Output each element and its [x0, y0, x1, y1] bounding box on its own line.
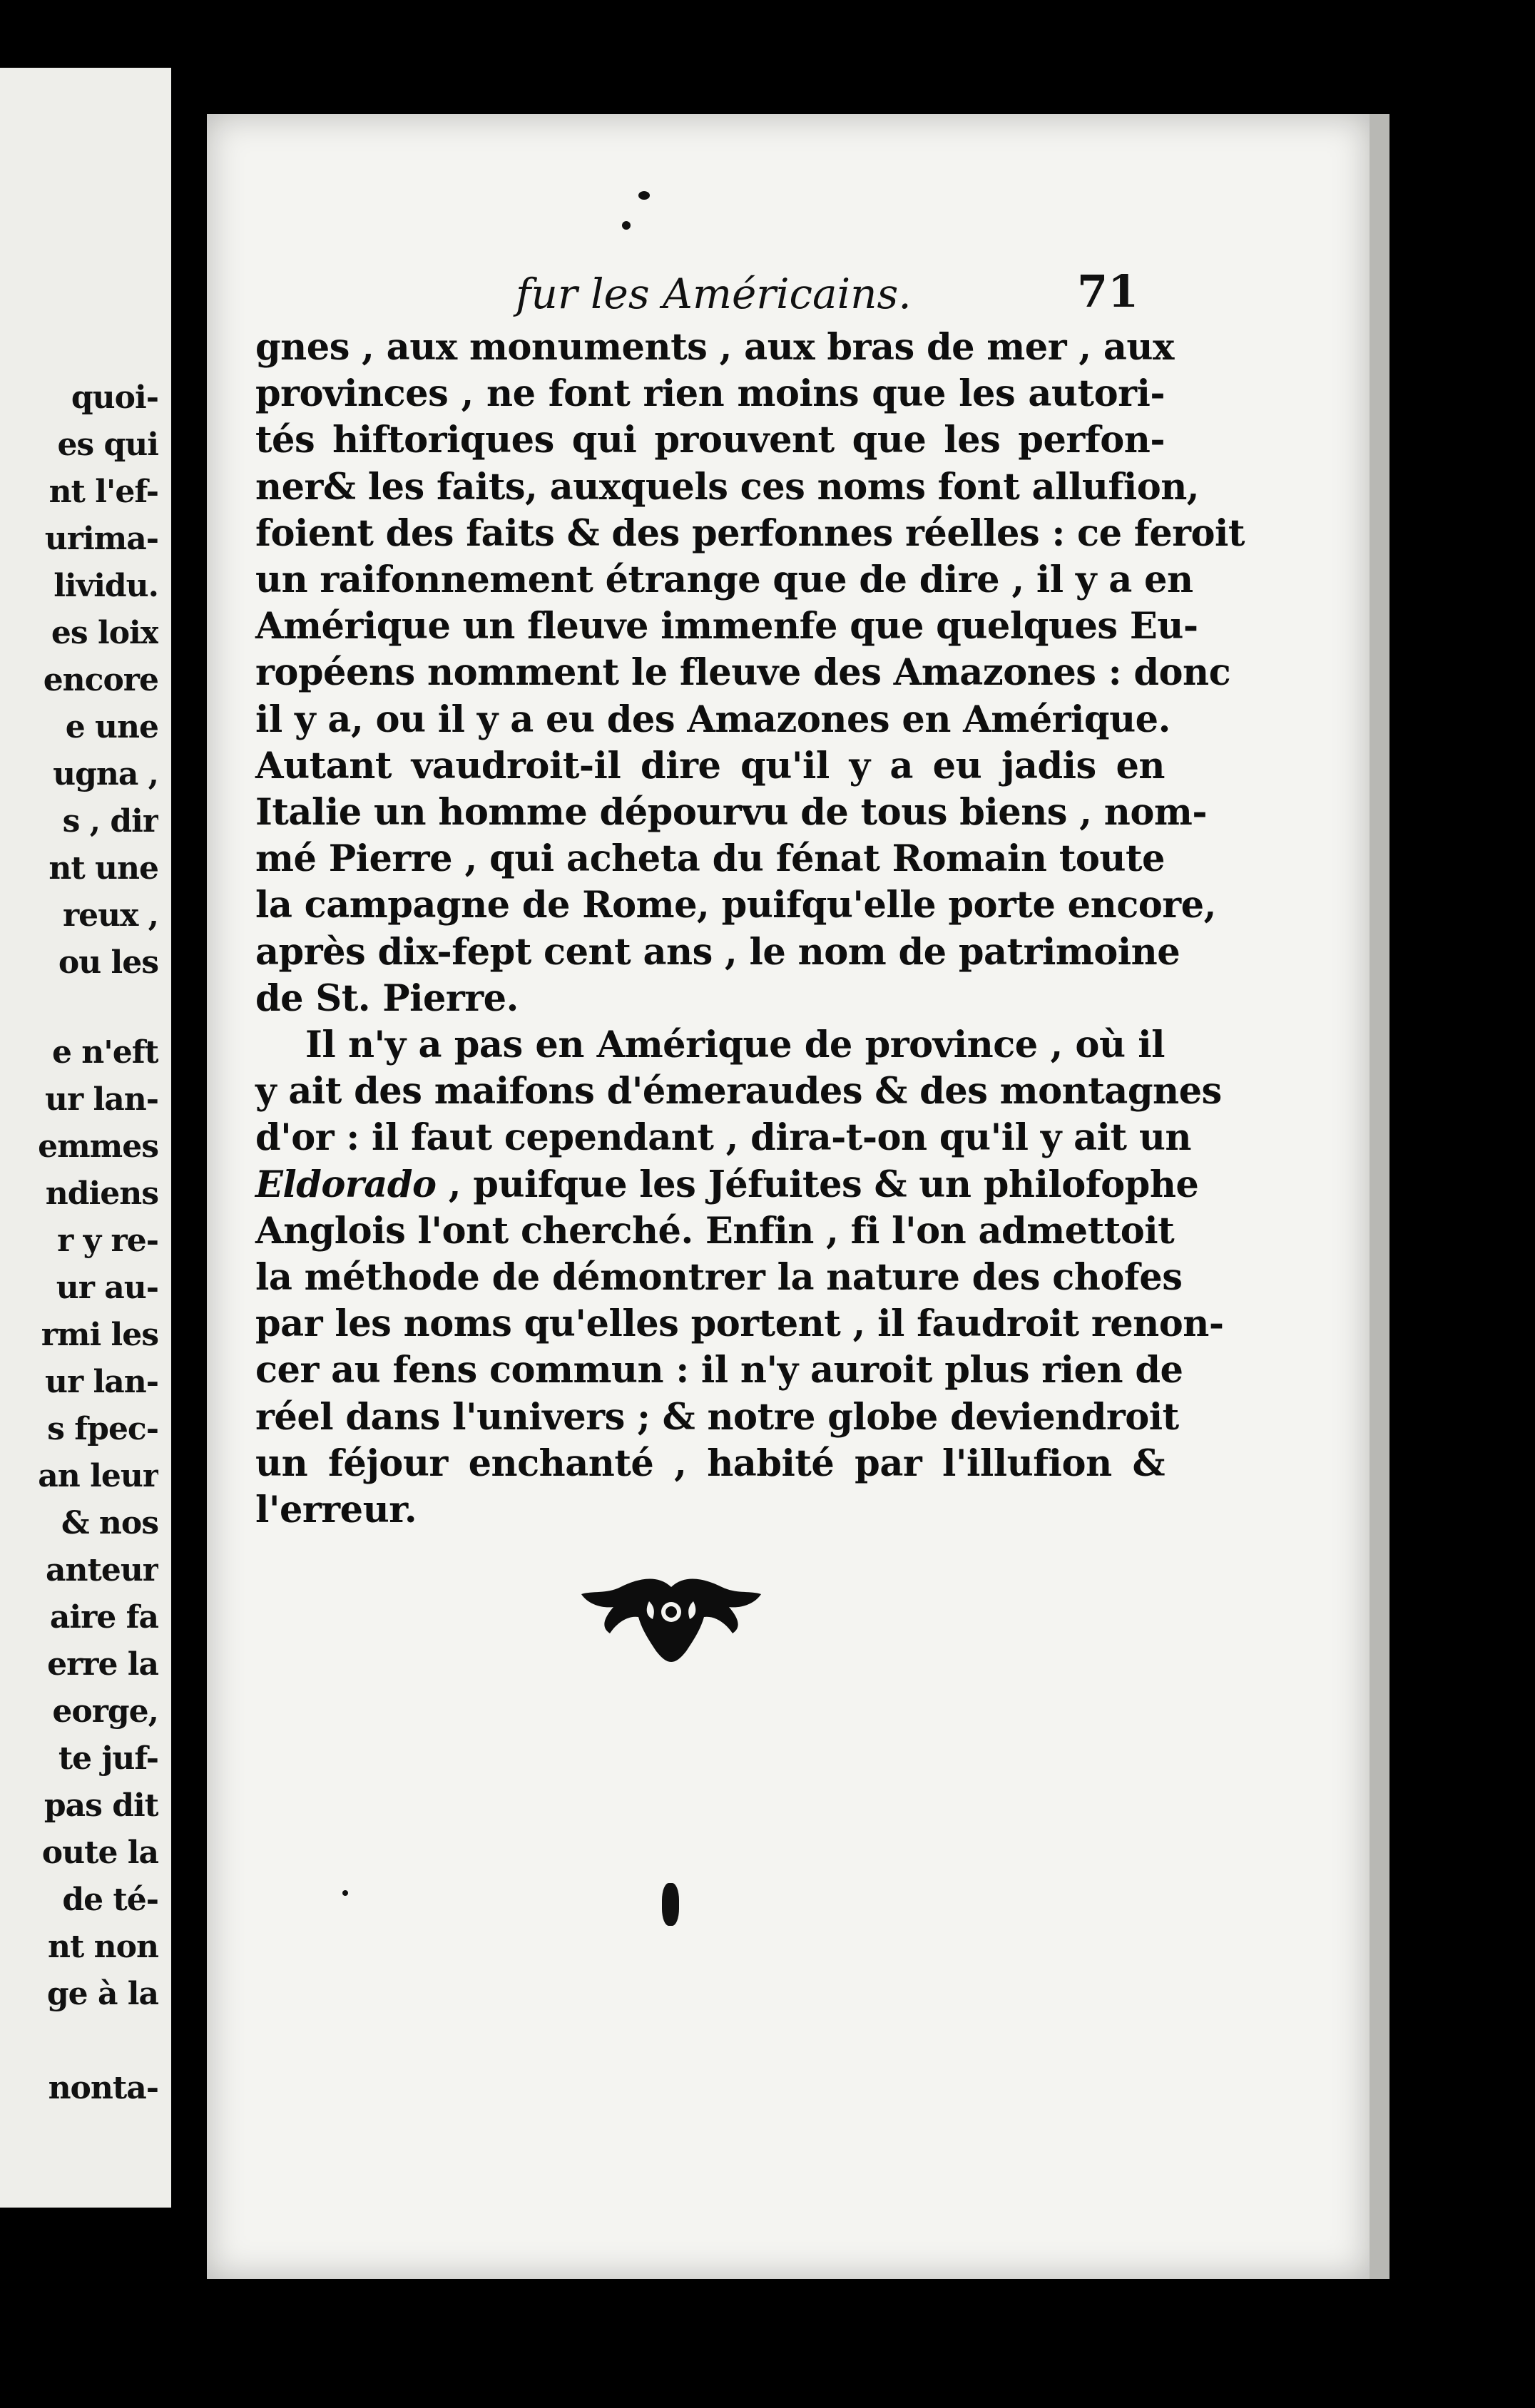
text-line: de St. Pierre.: [255, 976, 519, 1020]
left-line: emmes: [38, 1128, 158, 1165]
left-line: s , dir: [62, 803, 158, 840]
text-line: Autant vaudroit-il dire qu'il y a eu jadis en: [255, 744, 1165, 787]
left-line: ur lan-: [45, 1364, 158, 1400]
text-line: par les noms qu'elles portent , il faudroit renon-: [255, 1302, 1224, 1346]
left-line: ur lan-: [45, 1081, 158, 1118]
text-line: réel dans l'univers ; & notre globe deviendroit: [255, 1395, 1179, 1439]
text-line: mé Pierre , qui acheta du fénat Romain toute: [255, 837, 1165, 881]
left-line: [0, 2018, 158, 2065]
left-line: ge à la: [46, 1976, 158, 2012]
text-line: tés hiftoriques qui prouvent que les perfon-: [255, 419, 1165, 462]
text-line: cer au fens commun : il n'y auroit plus rien de: [255, 1349, 1183, 1392]
left-line: rmi les: [41, 1317, 158, 1353]
left-line: nt l'ef-: [49, 474, 158, 510]
left-line: es qui: [57, 427, 158, 463]
left-page: [0, 68, 171, 2208]
text-line: la campagne de Rome, puifqu'elle porte encore,: [255, 884, 1216, 927]
text-line: après dix-fept cent ans , le nom de patrimoine: [255, 930, 1180, 974]
left-line: encore: [43, 662, 158, 698]
text-line: foient des faits & des perfonnes réelles : ce feroit: [255, 511, 1245, 555]
text-line: Anglois l'ont cherché. Enfin , fi l'on admettoit: [255, 1209, 1175, 1253]
left-line: eorge,: [52, 1693, 158, 1730]
text-line: il y a, ou il y a eu des Amazones en Amérique.: [255, 698, 1171, 741]
left-line: lividu.: [53, 568, 158, 604]
left-line: e une: [65, 709, 158, 745]
page-number: 71: [1077, 265, 1139, 317]
left-line: an leur: [38, 1458, 158, 1494]
text-line: un raifonnement étrange que de dire , il y a en: [255, 558, 1193, 602]
text-line: ner& les faits, auxquels ces noms font allufion,: [255, 465, 1200, 509]
page-edge: [1370, 114, 1389, 2279]
text-line: Italie un homme dépourvu de tous biens , nom-: [255, 791, 1208, 835]
text-line: gnes , aux monuments , aux bras de mer , aux: [255, 326, 1174, 369]
left-line: r y re-: [57, 1223, 158, 1259]
text-line-with-italic: [255, 1162, 1199, 1208]
left-line: ndiens: [45, 1175, 158, 1212]
text-line: provinces , ne font rien moins que les autori-: [255, 372, 1165, 416]
left-line: de té-: [62, 1882, 158, 1918]
text-line: la méthode de démontrer la nature des chofes: [255, 1256, 1183, 1300]
left-line: erre la: [47, 1646, 158, 1683]
left-line: nt une: [49, 850, 158, 887]
left-line: pas dit: [44, 1787, 158, 1824]
left-line: urima-: [44, 521, 158, 557]
left-line: quoi-: [71, 379, 158, 416]
running-head: fur les Américains.: [516, 270, 912, 318]
left-line: ugna ,: [53, 756, 158, 792]
left-line: ou les: [58, 944, 158, 981]
left-line: oute la: [41, 1835, 158, 1871]
left-line: nonta-: [48, 2070, 158, 2106]
paragraph-gap: [0, 986, 158, 1029]
left-line: reux ,: [62, 897, 158, 934]
left-line: & nos: [61, 1505, 158, 1541]
text-line: Amérique un fleuve immenfe que quelques Eu-: [255, 605, 1198, 648]
left-line: e n'eft: [51, 1034, 158, 1071]
paragraph-first-line: Il n'y a pas en Amérique de province , où il: [305, 1024, 1165, 1067]
text-span: , puifque les Jéfuites & un philofophe: [436, 1163, 1199, 1206]
text-line: ropéens nomment le fleuve des Amazones : donc: [255, 651, 1231, 695]
text-line: l'erreur.: [255, 1489, 417, 1532]
left-line: nt non: [48, 1929, 158, 1965]
left-line: s fpec-: [47, 1411, 158, 1447]
italic-term: Eldorado: [255, 1163, 437, 1206]
tailpiece-fleuron-ornament-icon: [578, 1573, 765, 1662]
text-line: d'or : il faut cependant , dira-t-on qu'il y ait un: [255, 1116, 1192, 1160]
left-line: aire fa: [49, 1599, 158, 1636]
left-line: anteur: [46, 1552, 158, 1588]
text-line: y ait des maifons d'émeraudes & des montagnes: [255, 1070, 1222, 1113]
left-line: ur au-: [56, 1270, 158, 1306]
body-text: [255, 325, 1245, 1534]
text-line: un féjour enchanté , habité par l'illufion &: [255, 1442, 1165, 1485]
left-line: te juf-: [58, 1740, 158, 1777]
left-page-text: [0, 374, 158, 2112]
left-line: es loix: [51, 615, 158, 651]
